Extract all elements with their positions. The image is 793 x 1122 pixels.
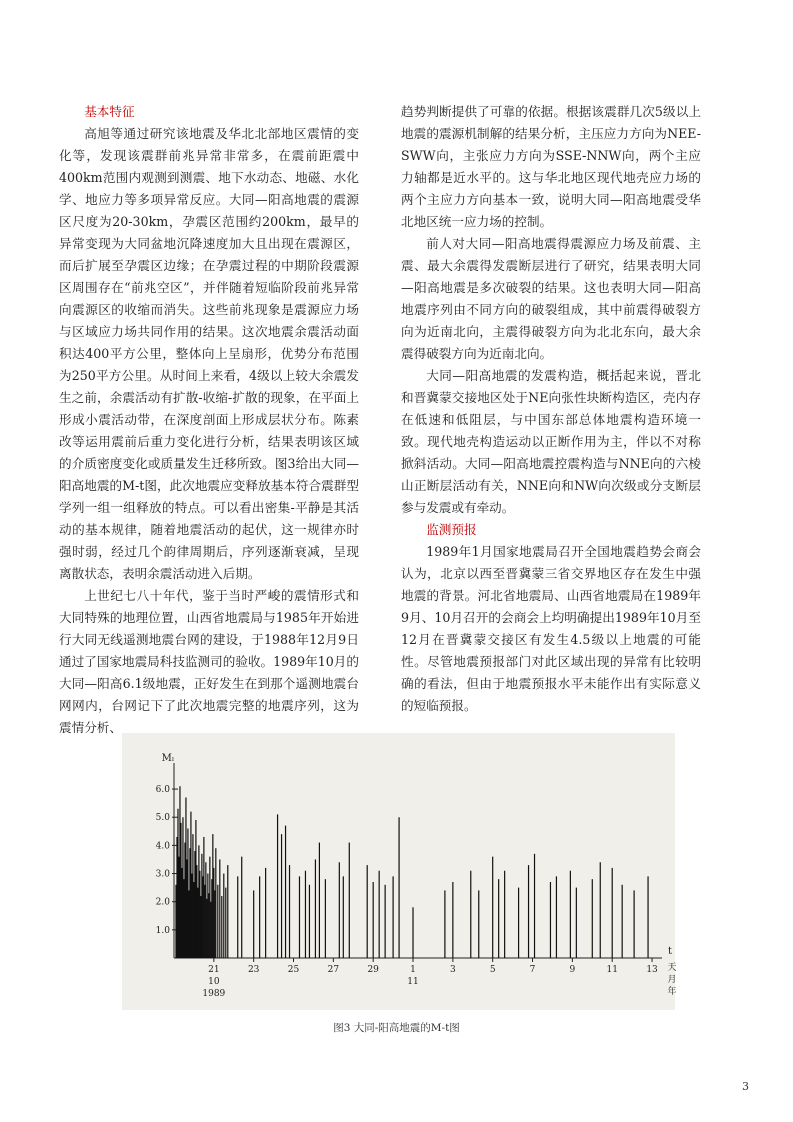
x-tick-label: 21 — [208, 965, 220, 975]
y-tick-label: 5.0 — [155, 813, 170, 824]
right-column — [401, 101, 701, 717]
page-number: 3 — [742, 1080, 749, 1093]
paragraph: 上世纪七八十年代，鉴于当时严峻的震情形式和大同特殊的地理位置，山西省地震局与1985年开始进行大同无线遥测地震台网的建设，于1988年12月9日通过了国家地震局科技监测司的验收。1989年10月的大同—阳高6.1级地震，正好发生在到那个遥测地震台网网内，台网记下了此次地震完整的地震序列，这为震情分析、 — [59, 588, 359, 735]
x-axis-label: t — [668, 946, 673, 957]
y-tick-label: 3.0 — [155, 869, 170, 880]
x-tick-label: 29 — [367, 965, 379, 975]
x-tick-label: 23 — [247, 965, 260, 975]
x-tick-label: 13 — [646, 965, 658, 975]
x-tick-label: 9 — [569, 965, 576, 975]
left-column — [59, 101, 359, 739]
x-month-label: 11 — [407, 977, 419, 987]
x-year-label: 1989 — [202, 989, 226, 999]
x-tick-label: 1 — [410, 965, 416, 975]
x-tick-label: 7 — [529, 965, 536, 975]
x-month-label: 10 — [208, 977, 220, 987]
x-tick-label: 5 — [489, 965, 496, 975]
x-unit-label: 天 — [667, 963, 677, 973]
figure-caption: 图3 大同-阳高地震的M-t图 — [333, 1022, 460, 1034]
y-tick-label: 1.0 — [155, 925, 170, 936]
y-tick-label: 2.0 — [155, 897, 170, 908]
y-tick-label: 4.0 — [155, 841, 170, 852]
x-unit-label: 年 — [667, 987, 677, 997]
y-tick-label: 6.0 — [155, 785, 170, 796]
paragraph: 前人对大同—阳高地震得震源应力场及前震、主震、最大余震得发震断层进行了研究，结果表明大同—阳高地震是多次破裂的结果。这也表明大同—阳高地震序列由不同方向的破裂组成，其中前震得破裂方向为近南北向，主震得破裂方向为北北东向，最大余震得破裂方向为近南北向。 — [401, 236, 701, 361]
paragraph: 大同—阳高地震的发震构造，概括起来说，晋北和晋冀蒙交接地区处于NE向张性块断构造区，壳内存在低速和低阻层，与中国东部总体地震构造环境一致。现代地壳构造运动以正断作用为主，伴以不对称掀斜活动。大同—阳高地震控震构造与NNE向的六棱山正断层活动有关，NNE向和NW向次级或分支断层参与发震或有牵动。 — [401, 368, 701, 515]
paragraph: 1989年1月国家地震局召开全国地震趋势会商会认为，北京以西至晋冀蒙三省交界地区存在发生中强地震的背景。河北省地震局、山西省地震局在1989年9月、10月召开的会商会上均明确提出1989年10月至12月在晋冀蒙交接区有发生4.5级以上地震的可能性。尽管地震预报部门对此区域出现的异常有比较明确的看法，但由于地震预报水平未能作出有实际意义的短临预报。 — [401, 544, 701, 713]
x-tick-label: 25 — [287, 965, 300, 975]
x-tick-label: 11 — [606, 965, 618, 975]
paragraph-continued: 趋势判断提供了可靠的依据。根据该震群几次5级以上地震的震源机制解的结果分析，主压应力方向为NEE-SWW向，主张应力方向为SSE-NNW向，两个主应力轴都是近水平的。这与华北地区现代地壳应力场的两个主应力方向基本一致，说明大同—阳高地震受华北地区统一应力场的控制。 — [401, 104, 701, 229]
x-tick-label: 27 — [327, 965, 340, 975]
mt-figure — [122, 733, 675, 1010]
section-heading-basic-features: 基本特征 — [84, 104, 135, 119]
x-tick-label: 3 — [449, 965, 456, 975]
section-heading-monitoring: 监测预报 — [426, 522, 477, 537]
y-axis-label: Mₗ — [161, 753, 175, 764]
x-unit-label: 月 — [667, 975, 677, 985]
mt-chart — [122, 733, 675, 1010]
paragraph: 高旭等通过研究该地震及华北北部地区震情的变化等，发现该震群前兆异常非常多，在震前距震中400km范围内观测到测震、地下水动态、地磁、水化学、地应力等多项异常反应。大同—阳高地震的震源区尺度为20-30km，孕震区范围约200km，最早的异常变现为大同盆地沉降速度加大且出现在震源区，而后扩展至孕震区边缘；在孕震过程的中期阶段震源区周围存在“前兆空区”，并伴随着短临阶段前兆异常向震源区的收缩而消失。这些前兆现象是震源应力场与区域应力场共同作用的结果。这次地震余震活动面积达400平方公里，整体向上呈扇形，优势分布范围为250平方公里。从时间上来看，4级以上较大余震发生之前，余震活动有扩散-收缩-扩散的现象，在平面上形成小震活动带，在深度剖面上形成层状分布。陈素改等运用震前后重力变化进行分析，结果表明该区域的介质密度变化或质量发生迁移所致。图3给出大同—阳高地震的M-t图，此次地震应变释放基本符合震群型学列一组一组释放的特点。可以看出密集-平静是其活动的基本规律，随着地震活动的起伏，这一规律亦时强时弱，经过几个韵律周期后，序列逐渐衰减，呈现离散状态，表明余震活动进入后期。 — [59, 126, 359, 581]
